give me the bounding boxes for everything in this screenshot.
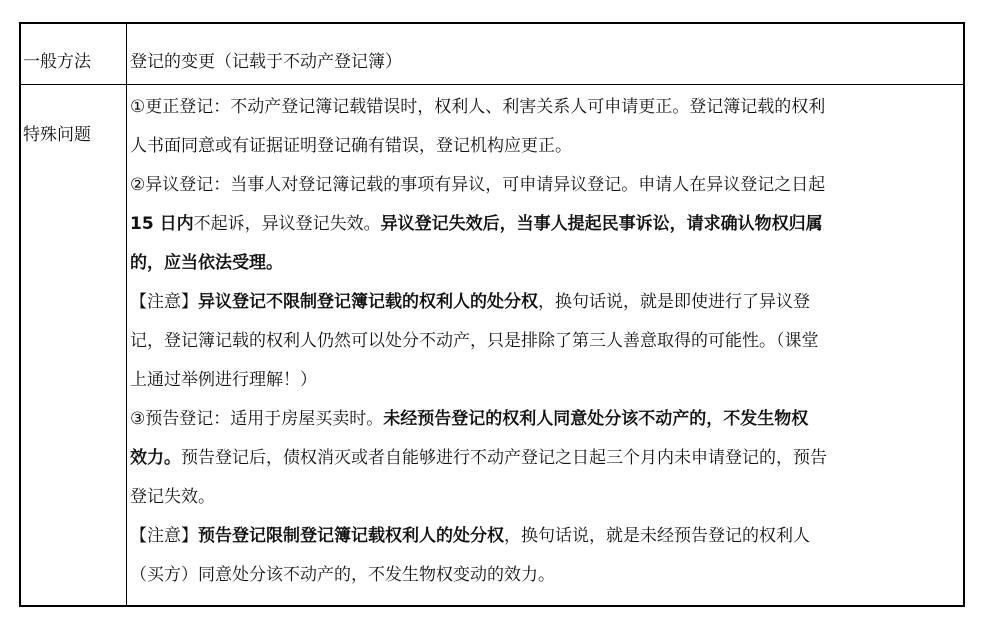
- bold-text: 的，应当依法受理。: [130, 253, 283, 273]
- content-line: [130, 363, 962, 402]
- content-line: [130, 285, 962, 324]
- text-segment: 登记失效。: [130, 487, 215, 507]
- text-segment: 【注意】: [130, 526, 198, 546]
- text-segment: ③预告登记：适用于房屋买卖时。: [130, 409, 384, 429]
- content-line: [130, 207, 962, 246]
- column-divider: [126, 24, 127, 605]
- row-divider: [21, 84, 963, 85]
- text-segment: （买方）同意处分该不动产的，不发生物权变动的效力。: [130, 565, 555, 585]
- content-line: [130, 402, 962, 441]
- content-line: [130, 441, 962, 480]
- row1-label: 一般方法: [23, 52, 91, 72]
- content-line: [130, 168, 962, 207]
- text-segment: 【注意】: [130, 292, 198, 312]
- content-line: [130, 519, 962, 558]
- content-line: [130, 480, 962, 519]
- row1-text: 登记的变更（记载于不动产登记簿）: [130, 52, 402, 72]
- text-segment: ②异议登记：当事人对登记簿记载的事项有异议，可申请异议登记。申请人在异议登记之日起: [130, 175, 826, 195]
- law-table: [19, 22, 965, 607]
- text-segment: 上通过举例进行理解！）: [130, 370, 317, 390]
- text-segment: 不起诉，异议登记失效。: [193, 214, 381, 234]
- content-line: [130, 558, 962, 597]
- bold-text: 效力。: [130, 448, 181, 468]
- special-issues-content: [130, 90, 962, 597]
- bold-text: 未经预告登记的权利人同意处分该不动产的，不发生物权: [383, 409, 809, 429]
- text-segment: ，换句话说，就是未经预告登记的权利人: [504, 526, 810, 546]
- text-segment: 预告登记后，债权消灭或者自能够进行不动产登记之日起三个月内未申请登记的，预告: [181, 448, 827, 468]
- bold-text: 异议登记不限制登记簿记载的权利人的处分权: [198, 292, 538, 312]
- content-line: [130, 90, 962, 129]
- row2-label: 特殊问题: [23, 125, 91, 145]
- bold-text: 15 日内: [130, 214, 194, 234]
- text-segment: ，换句话说，就是即使进行了异议登: [538, 292, 810, 312]
- text-segment: 记，登记簿记载的权利人仍然可以处分不动产，只是排除了第三人善意取得的可能性。（课堂: [130, 331, 819, 351]
- content-line: [130, 324, 962, 363]
- text-segment: 人书面同意或有证据证明登记确有错误，登记机构应更正。: [130, 136, 572, 156]
- bold-text: 异议登记失效后，当事人提起民事诉讼，请求确认物权归属: [380, 214, 823, 234]
- content-line: [130, 129, 962, 168]
- text-segment: ①更正登记：不动产登记簿记载错误时，权利人、利害关系人可申请更正。登记簿记载的权利: [130, 97, 826, 117]
- content-line: [130, 246, 962, 285]
- bold-text: 预告登记限制登记簿记载权利人的处分权: [198, 526, 504, 546]
